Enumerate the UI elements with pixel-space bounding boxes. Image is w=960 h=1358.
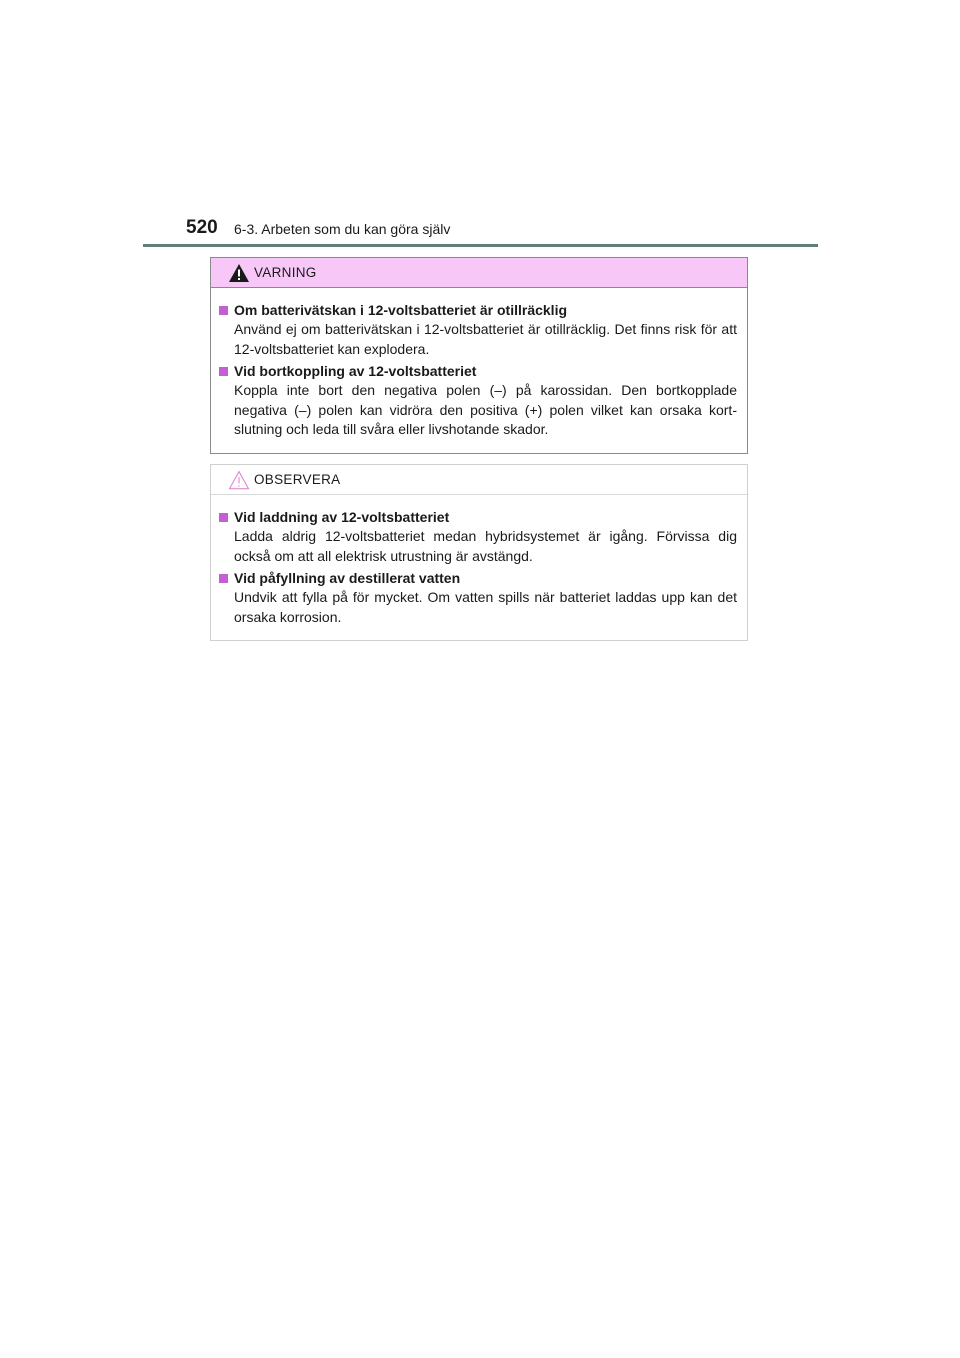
caution-triangle-outline-icon	[228, 470, 250, 490]
warning-item-title: Om batterivätskan i 12-voltsbatteriet är otillräcklig	[234, 302, 568, 318]
header-rule	[143, 244, 818, 247]
warning-item-text: Använd ej om batterivätskan i 12-voltsbatteriet är otillräcklig. Det finns risk för att 12-voltsbatteriet kan explodera.	[234, 321, 737, 357]
square-bullet-icon	[219, 306, 228, 315]
notice-item-title: Vid påfyllning av destillerat vatten	[234, 570, 461, 586]
warning-item	[219, 362, 737, 440]
warning-body	[211, 288, 747, 440]
warning-item-text: Koppla inte bort den negativa polen (–) på karossidan. Den bortkopplade negativa (–) polen kan vidröra den positiva (+) polen vilket kan orsaka kort-slutning och leda till svåra eller livshotande skador.	[234, 382, 737, 437]
warning-header	[211, 258, 747, 288]
notice-item-text: Ladda aldrig 12-voltsbatteriet medan hybridsystemet är igång. Förvissa dig också om att all elektrisk utrustning är avstängd.	[234, 528, 737, 564]
notice-item	[219, 508, 737, 566]
notice-body	[211, 495, 747, 627]
notice-box	[210, 464, 748, 641]
notice-label: OBSERVERA	[254, 471, 341, 487]
warning-item	[219, 301, 737, 359]
square-bullet-icon	[219, 367, 228, 376]
square-bullet-icon	[219, 513, 228, 522]
square-bullet-icon	[219, 574, 228, 583]
notice-item-text: Undvik att fylla på för mycket. Om vatten spills när batteriet laddas upp kan det orsaka korrosion.	[234, 589, 737, 625]
notice-item	[219, 569, 737, 627]
notice-header	[211, 465, 747, 495]
page-number: 520	[186, 217, 218, 238]
warning-triangle-icon	[228, 263, 250, 283]
warning-box	[210, 257, 748, 454]
section-title: 6-3. Arbeten som du kan göra själv	[234, 221, 451, 237]
warning-label: VARNING	[254, 264, 317, 280]
notice-item-title: Vid laddning av 12-voltsbatteriet	[234, 509, 450, 525]
warning-item-title: Vid bortkoppling av 12-voltsbatteriet	[234, 363, 477, 379]
